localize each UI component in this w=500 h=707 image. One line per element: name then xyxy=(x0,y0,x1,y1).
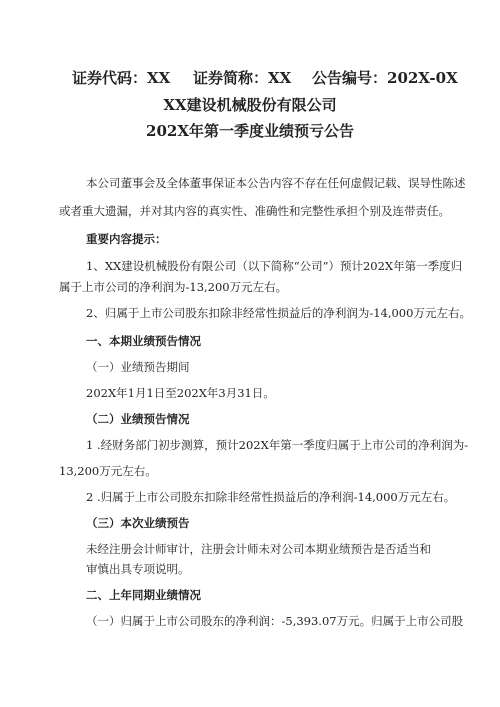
announcement-number: 公告编号：202X-0X xyxy=(312,69,458,87)
audit-note-line-2: 审慎出具专项说明。 xyxy=(86,562,190,576)
section-2-heading: 二、上年同期业绩情况 xyxy=(86,588,201,602)
key-point-2: 2、归属于上市公司股东扣除非经常性损益后的净利润为-14,000万元左右。 xyxy=(86,306,471,320)
key-point-1-line-2: 属于上市公司的净利润为-13,200万元左右。 xyxy=(59,280,288,294)
forecast-item-2: 2 .归属于上市公司股东扣除非经常性损益后的净利润-14,000万元左右。 xyxy=(86,490,456,504)
forecast-item-1-line-1: 1 .经财务部门初步测算，预计202X年第一季度归属于上市公司的净利润为- xyxy=(86,438,469,452)
stock-code: 证券代码：XX xyxy=(72,69,171,87)
prior-year-item-1-line-1: （一）归属于上市公司股东的净利润：-5,393.07万元。归属于上市公司股 xyxy=(86,614,464,628)
section-1-heading: 一、本期业绩预告情况 xyxy=(86,334,201,348)
disclaimer-line-1: 本公司董事会及全体董事保证本公告内容不存在任何虚假记载、误导性陈述 xyxy=(86,176,466,190)
sub-heading-forecast-status: （二）业绩预告情况 xyxy=(86,412,190,426)
audit-note-line-1: 未经注册会计师审计，注册会计师未对公司本期业绩预告是否适当和 xyxy=(86,542,431,556)
sub-heading-this-forecast: （三）本次业绩预告 xyxy=(86,516,190,530)
document-title: 202X年第一季度业绩预亏公告 xyxy=(146,122,354,140)
sub-heading-forecast-period: （一）业绩预告期间 xyxy=(86,360,190,374)
forecast-item-1-line-2: 13,200万元左右。 xyxy=(59,464,157,478)
disclaimer-line-2: 或者重大遗漏，并对其内容的真实性、准确性和完整性承担个别及连带责任。 xyxy=(59,204,450,218)
key-point-1-line-1: 1、XX建设机械股份有限公司（以下简称“公司”）预计202X年第一季度归 xyxy=(86,259,463,273)
key-points-heading: 重要内容提示： xyxy=(86,232,167,246)
company-name: XX建设机械股份有限公司 xyxy=(163,96,337,114)
stock-name: 证券简称：XX xyxy=(193,69,292,87)
forecast-period: 202X年1月1日至202X年3月31日。 xyxy=(86,386,275,400)
